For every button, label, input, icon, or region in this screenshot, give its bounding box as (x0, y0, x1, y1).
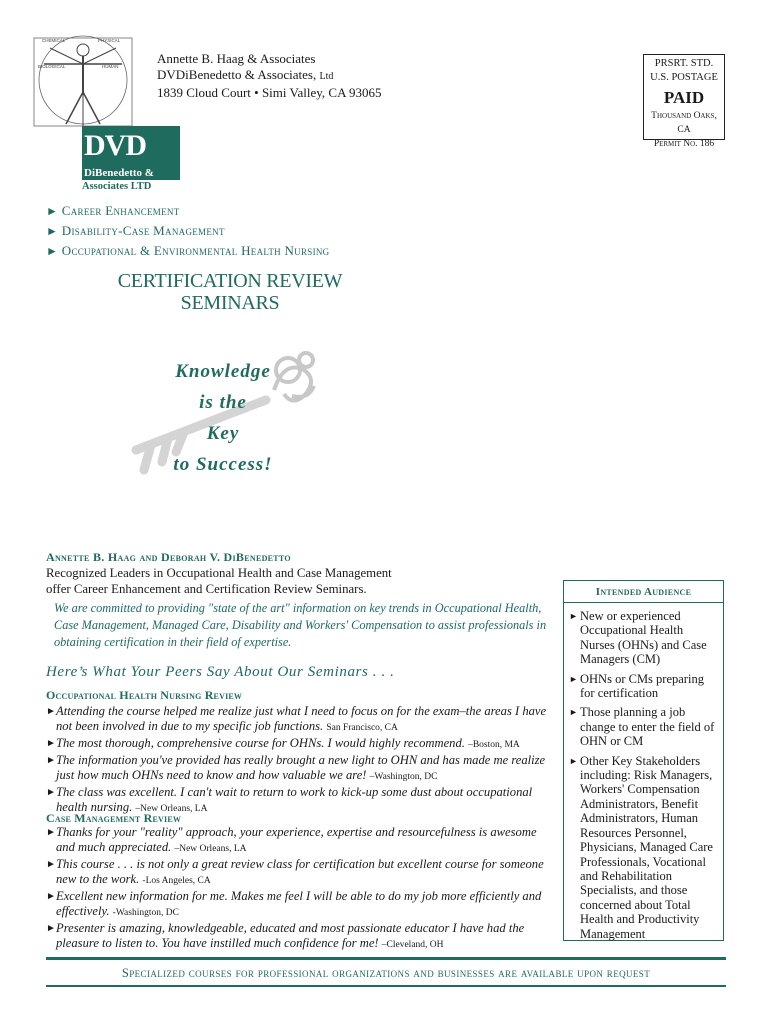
logo-label-chemical: CHEMICAL (42, 38, 66, 43)
presenters-heading: Annette B. Haag and Deborah V. DiBenedetto (46, 550, 291, 564)
testimonials-heading: Here’s What Your Peers Say About Our Seminars . . . (46, 664, 395, 680)
audience-item: ► Those planning a job change to enter the field of OHN or CM (569, 705, 715, 749)
testimonial-item: ► Presenter is amazing, knowledgeable, educated and most passionate educator I have had the pleasure to listen to. You have instilled much confidence for me! –Cleveland, OH (46, 921, 525, 950)
arrow-icon: ► (46, 224, 59, 238)
arrow-icon: ► (46, 738, 56, 749)
postage-indicia (643, 54, 725, 149)
testimonial-item: ► Attending the course helped me realize just what I need to focus on for the exam–the areas I have not been involved in due to my specific job functions. San Francisco, CA (46, 704, 547, 733)
mission-statement: We are committed to providing "state of the art" information on key trends in Occupational Health, Case Management, Managed Care, Disability and Workers' Compensation to assist professionals in obtaining certification in their field of expertise. (54, 601, 547, 649)
logo-label-physical: PHYSICAL (98, 38, 121, 43)
audience-item: ► OHNs or CMs preparing for certification (569, 671, 704, 701)
testimonial-item: ► Thanks for your "reality" approach, your experience, expertise and resourcefulness is awesome and much appreciated. –New Orleans, LA (46, 825, 537, 854)
arrow-icon: ► (46, 827, 56, 838)
postage-permit: Permit No. 186 (653, 139, 715, 149)
arrow-icon: ► (46, 859, 56, 870)
logo-label-human: HUMAN (102, 64, 119, 69)
audience-item: ► Other Key Stakeholders including: Risk Managers, Workers' Compensation Administrators, Benefit Administrators, Human Resources Personnel, Physicians, Managed Care Professionals, Vocational and Rehabilitation Specialists, and those concerned about Total Health and Productivity Management (569, 753, 713, 941)
arrow-icon: ► (46, 891, 56, 902)
return-address (157, 51, 382, 101)
testimonial-item: ► The information you've provided has really brought a new light to OHN and has made me realize just how much OHNs need to know and how valuable we are! –Washington, DC (46, 753, 546, 782)
arrow-icon: ► (569, 611, 578, 621)
audience-list (564, 609, 723, 941)
logo-mark: DVD (82, 126, 180, 166)
logo-company-line2: Associates LTD (82, 181, 152, 192)
arrow-icon: ► (46, 244, 59, 258)
vitruvian-man-icon (30, 30, 140, 130)
arrow-icon: ► (46, 706, 56, 717)
intro-block (46, 549, 566, 597)
arrow-icon: ► (569, 673, 578, 684)
arrow-icon: ► (46, 923, 56, 934)
cm-review-quotes (46, 825, 556, 953)
testimonial-item: ► Excellent new information for me. Makes me feel I will be able to do my job more efficiently and effectively. -Washington, DC (46, 889, 542, 918)
audience-item: ► New or experienced Occupational Health Nurses (OHNs) and Case Managers (CM) (569, 609, 707, 667)
intended-audience-box (563, 580, 724, 941)
service-item: ► Disability-Case Management (46, 223, 225, 238)
service-item: ► Career Enhancement (46, 203, 180, 218)
arrow-icon: ► (46, 787, 56, 798)
service-item: ► Occupational & Environmental Health Nursing (46, 243, 330, 258)
testimonial-item: ► The class was excellent. I can't wait to return to work to kick-up some dust about occupational health nursing. –New Orleans, LA (46, 785, 533, 814)
services-list (46, 201, 330, 261)
postage-paid: PAID (663, 88, 705, 107)
page-title: CERTIFICATION REVIEW SEMINARS (117, 270, 343, 314)
address-line3: 1839 Cloud Court • Simi Valley, CA 93065 (157, 85, 382, 100)
footer-divider (46, 957, 726, 960)
address-line2: DVDiBenedetto & Associates, Ltd (157, 67, 334, 82)
ohn-review-heading: Occupational Health Nursing Review (46, 688, 243, 702)
testimonial-item: ► The most thorough, comprehensive course for OHNs. I would highly recommend. –Boston, MA (46, 736, 520, 750)
postage-line1: PRSRT. STD. (654, 58, 714, 69)
arrow-icon: ► (46, 204, 59, 218)
postage-line2: U.S. POSTAGE (650, 72, 718, 83)
arrow-icon: ► (569, 707, 578, 718)
intro-text: Recognized Leaders in Occupational Health and Case Management offer Career Enhancement and Certification Review Seminars. (46, 566, 392, 596)
audience-title: Intended Audience (564, 586, 723, 603)
logo-company-line1: DiBenedetto & (82, 166, 180, 180)
address-line1: Annette B. Haag & Associates (157, 51, 316, 66)
footer-note: Specialized courses for professional organizations and businesses are available upon request (121, 966, 651, 980)
company-logo (30, 30, 162, 192)
arrow-icon: ► (46, 755, 56, 766)
cm-review-heading: Case Management Review (46, 811, 182, 825)
tagline: Knowledge is the Key to Success! (173, 361, 273, 475)
postage-city: Thousand Oaks, CA (651, 111, 717, 135)
footer-divider (46, 985, 726, 987)
testimonial-item: ► This course . . . is not only a great review class for certification but excellent course for someone new to the work. -Los Angeles, CA (46, 857, 544, 886)
logo-label-biological: BIOLOGICAL (38, 64, 66, 69)
ohn-review-quotes (46, 704, 556, 817)
arrow-icon: ► (569, 755, 578, 766)
